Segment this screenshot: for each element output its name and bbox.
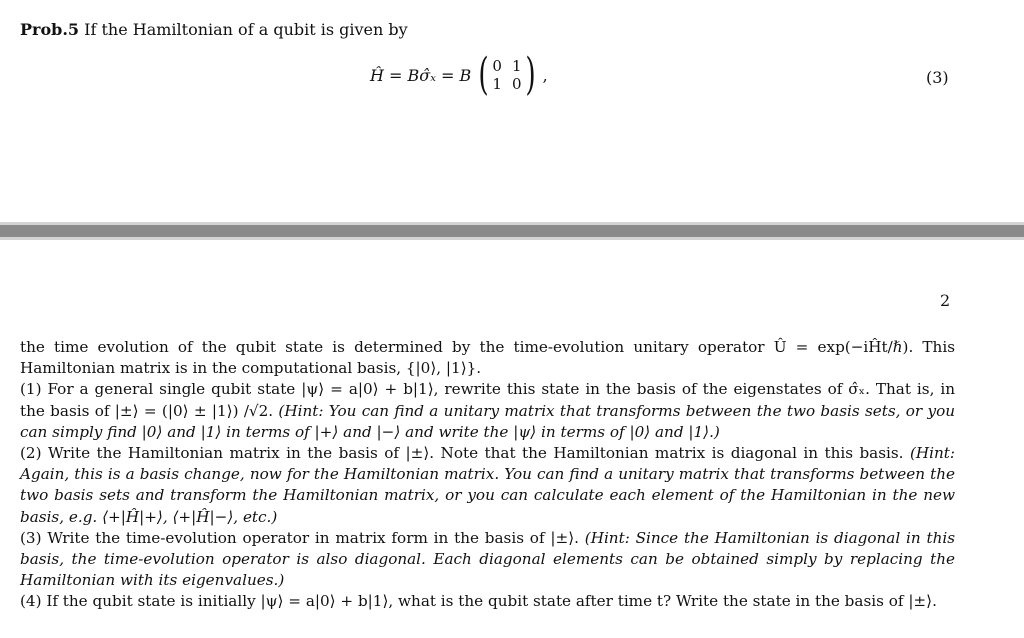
part-1-text: (1) For a general single qubit state |ψ⟩ = a|0⟩ + b|1⟩, rewrite this state in the basis of the eigenstates of σ̂ₓ. That is, in the basis of |±⟩ = (|0⟩ ± |1⟩) /√2. [20, 380, 955, 420]
equation-lhs: Ĥ = Bσ̂ₓ = B [370, 65, 472, 85]
problem-intro: If the Hamiltonian of a qubit is given by [84, 20, 408, 39]
part-2-hint: (Hint: Again, this is a basis change, now for the Hamiltonian matrix. You can find a unitary matrix that transforms between the two basis sets and transform the Hamiltonian matrix, or you can calculate each element of the Hamiltonian in the new basis, e.g. ⟨+|Ĥ|+⟩, ⟨+|Ĥ|−⟩, etc.) [20, 444, 956, 526]
matrix-cell: 0 [492, 57, 502, 75]
page-number: 2 [940, 291, 951, 310]
page-top [0, 0, 1024, 222]
matrix-cell: 1 [511, 57, 522, 75]
part-2 [20, 443, 955, 528]
paragraph-intro: the time evolution of the qubit state is determined by the time-evolution unitary operator Û = exp(−iĤt/ℏ). This Hamiltonian matrix is in the computational basis, {|0⟩, |1⟩}. [20, 338, 955, 378]
problem-statement [20, 20, 408, 39]
part-1-hint: (Hint: You can find a unitary matrix that transforms between the two basis sets, or you can simply find |0⟩ and |1⟩ in terms of |+⟩ and |−⟩ and write the |ψ⟩ in terms of |0⟩ and |1⟩.) [20, 401, 955, 441]
part-1 [20, 379, 955, 443]
part-2-text: (2) Write the Hamiltonian matrix in the basis of |±⟩. Note that the Hamiltonian matrix is diagonal in this basis. [20, 444, 904, 463]
left-paren: ( [478, 49, 489, 100]
equation-number: (3) [926, 68, 949, 87]
equation-comma: , [542, 65, 548, 85]
hamiltonian-equation [370, 50, 548, 100]
matrix-cell: 0 [511, 75, 522, 93]
part-3-text: (3) Write the time-evolution operator in matrix form in the basis of |±⟩. [20, 528, 579, 547]
part-4: (4) If the qubit state is initially |ψ⟩ = a|0⟩ + b|1⟩, what is the qubit state after time t? Write the state in the basis of |±⟩. [20, 592, 937, 611]
page-separator [0, 222, 1024, 240]
matrix-cell: 1 [492, 75, 502, 93]
pauli-x-matrix [475, 49, 538, 100]
problem-label: Prob.5 [20, 20, 80, 39]
part-3 [20, 528, 955, 592]
part-3-hint: (Hint: Since the Hamiltonian is diagonal in this basis, the time-evolution operator is also diagonal. Each diagonal elements can be obtained simply by replacing the Hamiltonian with its eigenvalues.) [20, 528, 956, 590]
problem-body [20, 337, 955, 613]
right-paren: ) [524, 49, 536, 100]
